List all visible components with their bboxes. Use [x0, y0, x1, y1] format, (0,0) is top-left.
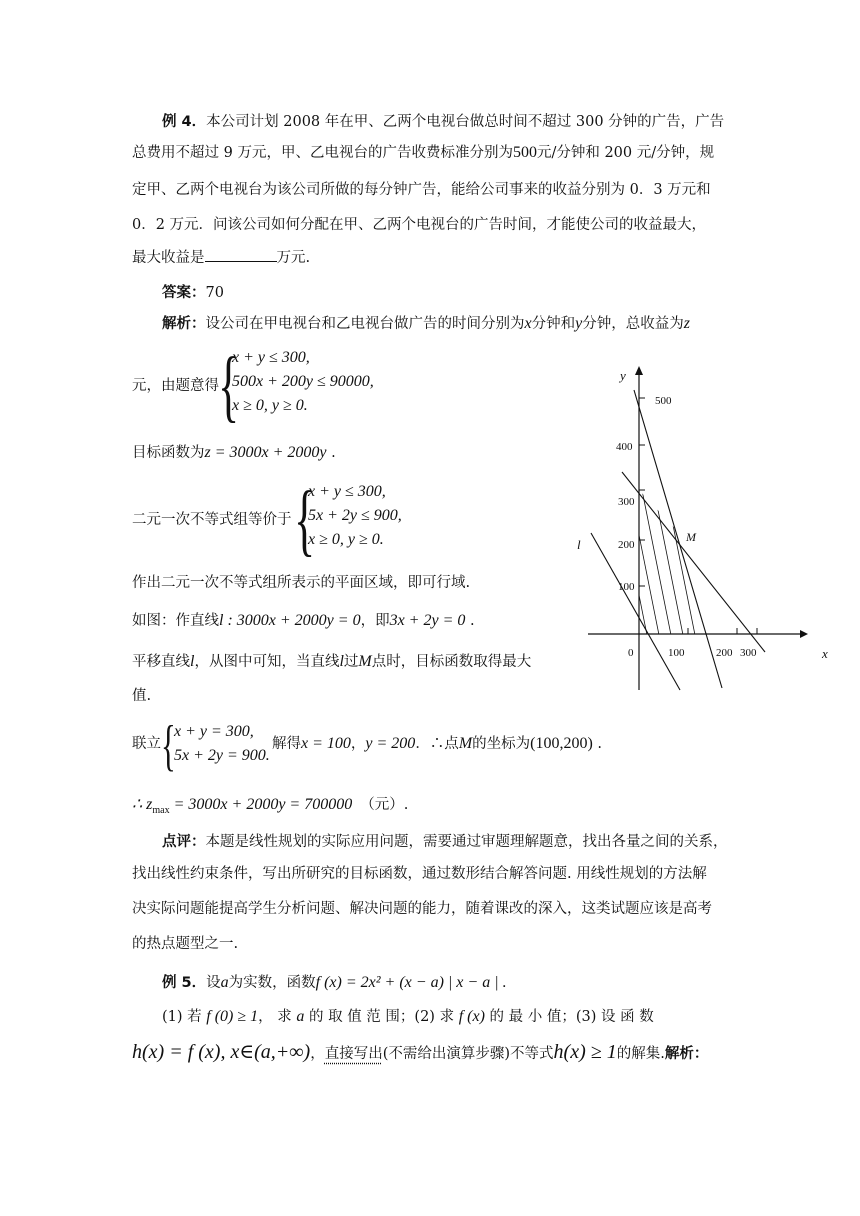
comment-label: 点评：: [162, 834, 206, 850]
x-axis-arrow-icon: [800, 630, 808, 638]
system-3-row-2: 5x + 2y = 900.: [174, 747, 270, 764]
system-1-row-3: x ≥ 0, y ≥ 0.: [232, 397, 308, 414]
answer-line: [162, 283, 224, 303]
zmax-unit: （元）.: [360, 797, 409, 813]
solve-coord-label: 的坐标为: [472, 736, 531, 752]
ex5-q2c: 的 最 小 值；(3) 设 函 数: [489, 1009, 654, 1025]
origin-label: 0: [628, 647, 634, 659]
feasible-region-graph: [560, 355, 840, 700]
zmax-symbol: ∴ z: [132, 796, 153, 813]
system-3-row-1: x + y = 300,: [174, 723, 254, 740]
solve-mid: 解得: [272, 736, 301, 752]
y-tick-100: 100: [618, 581, 635, 593]
ex5-q1a: (1) 若: [162, 1009, 202, 1025]
line-l-mid: ，即: [360, 613, 390, 629]
region-line: 作出二元一次不等式组所表示的平面区域，即可行域.: [132, 575, 471, 591]
objective-prefix: 目标函数为: [132, 445, 205, 461]
comment-line-4: 的热点题型之一.: [132, 936, 239, 952]
ex5-line-1: [162, 973, 507, 993]
ex5-q1b: ， 求: [258, 1009, 292, 1025]
y-tick-200: 200: [618, 539, 635, 551]
system-2-row-1: x + y ≤ 300,: [308, 483, 386, 500]
x-tick-200: 200: [716, 647, 733, 659]
answer-label: 答案：: [162, 285, 206, 301]
analysis-text-1c: 分钟，总收益为: [582, 316, 684, 332]
ex5-label: 例 5．: [162, 975, 207, 991]
line-5x-plus-2y-900: [634, 390, 722, 688]
ex4-label: 例 4．: [162, 114, 207, 130]
ex5-q3a: ，: [310, 1046, 325, 1062]
system-2-row-2: 5x + 2y ≤ 900,: [308, 507, 402, 524]
line-l-label: l: [577, 537, 581, 552]
objective-line: 目标函数为z = 3000x + 2000y .: [132, 444, 336, 461]
var-x: x: [524, 315, 532, 332]
shift-end: 值.: [132, 688, 152, 704]
shift-var-m: M: [358, 653, 372, 670]
system-1-brace: {: [218, 342, 240, 430]
system-3-brace: {: [161, 715, 176, 777]
zmax-equation: = 3000x + 2000y = 700000: [173, 796, 353, 813]
shift-line: [132, 652, 531, 672]
solve-comma: ，: [350, 736, 366, 752]
ex4-line-1: [162, 112, 724, 132]
ex4-price-500: 500: [512, 144, 537, 161]
ex5-q3-dotted: 直接写出: [324, 1046, 383, 1062]
system-3: [174, 720, 270, 768]
solve-result: 解得x = 100，y = 200．∴点M的坐标为(100,200) .: [272, 735, 603, 752]
system-1: [232, 346, 374, 418]
var-y: y: [575, 315, 583, 332]
ex5-q1-cond: f (0) ≥ 1: [206, 1008, 259, 1025]
yuan-prefix: 元，由题意得: [132, 378, 219, 394]
var-z: z: [683, 315, 690, 332]
ex5-line-2: [162, 1007, 654, 1027]
solve-coord: (100,200): [530, 735, 593, 752]
line-l-equation: l : 3000x + 2000y = 0: [219, 612, 361, 629]
comment-text-1: 本题是线性规划的实际应用问题，需要通过审题理解题意，找出各量之间的关系，: [205, 834, 728, 850]
point-m-label: M: [686, 530, 696, 544]
solve-point: ．∴点: [415, 736, 459, 752]
ex4-text-2c: 元/分钟和 200 元/分钟，规: [536, 145, 715, 161]
solve-y: y = 200: [365, 735, 416, 752]
x-tick-300: 300: [740, 647, 757, 659]
y-tick-500: 500: [655, 395, 672, 407]
ex5-q3c: 的解集.: [616, 1046, 665, 1062]
y-tick-300: 300: [618, 496, 635, 508]
shift-d: 点时，目标函数取得最大: [371, 654, 532, 670]
ex4-line-4: 0．2 万元．问该公司如何分配在甲、乙两个电视台的广告时间，才能使公司的收益最大，: [132, 217, 707, 233]
line-l-prefix: 如图：作直线: [132, 613, 219, 629]
ex5-q1c: 的 取 值 范 围；(2) 求: [308, 1009, 455, 1025]
analysis-text-1b: 分钟和: [531, 316, 576, 332]
ex4-text-5b: 万元.: [276, 250, 311, 266]
ex5-q3b: (不需给出演算步骤)不等式: [382, 1046, 554, 1062]
ex5-q3-ineq: h(x) ≥ 1: [553, 1041, 617, 1063]
ex5-line-3: [132, 1042, 708, 1064]
answer-value: 70: [205, 285, 224, 301]
system-2: [308, 480, 402, 552]
x-tick-100: 100: [668, 647, 685, 659]
ex4-line-3: 定甲、乙两个电视台为该公司所做的每分钟广告，能给公司事来的收益分别为 0．3 万元和: [132, 182, 711, 198]
x-axis-label: x: [822, 646, 828, 661]
answer-blank: [205, 247, 277, 262]
system-1-row-2: 500x + 200y ≤ 90000,: [232, 373, 374, 390]
objective-formula: z = 3000x + 2000y: [204, 444, 327, 461]
zmax-sub: max: [152, 804, 170, 816]
line-l-sentence: 如图：作直线l : 3000x + 2000y = 0，即3x + 2y = 0 .: [132, 612, 475, 629]
comment-line-1: [162, 832, 728, 852]
ex5-q3-h: h(x) = f (x), x∈(a,+∞): [132, 1041, 311, 1063]
ex5-q2-f: f (x): [458, 1008, 485, 1025]
solve-var-m: M: [458, 735, 473, 752]
solve-prefix: 联立: [132, 736, 161, 752]
system-2-row-3: x ≥ 0, y ≥ 0.: [308, 531, 384, 548]
shift-c: 过: [343, 654, 359, 670]
ex5-text-1b: 为实数，函数: [228, 975, 316, 991]
analysis-text-1: 设公司在甲电视台和乙电视台做广告的时间分别为: [205, 316, 525, 332]
ex5-var-a: a: [220, 974, 229, 991]
y-tick-400: 400: [616, 441, 633, 453]
ex5-function: f (x) = 2x² + (x − a) | x − a | .: [315, 974, 507, 991]
ex4-text-1: 本公司计划 2008 年在甲、乙两个电视台做总时间不超过 300 分钟的广告，广告: [206, 114, 725, 130]
system-1-row-1: x + y ≤ 300,: [232, 349, 310, 366]
analysis-label: 解析：: [162, 316, 206, 332]
system-2-brace: {: [294, 476, 316, 564]
ex4-text-5a: 最大收益是: [132, 250, 205, 266]
zmax-line: [132, 795, 408, 821]
ex4-text-2a: 总费用不超过 9 万元，甲、乙电视台的广告收费标准分别为: [132, 145, 513, 161]
ex5-text-1a: 设: [206, 975, 221, 991]
y-axis-label: y: [620, 368, 626, 383]
ex5-q3-label: 解析：: [664, 1046, 709, 1062]
shift-var-l: l: [190, 653, 195, 670]
shift-a: 平移直线: [132, 654, 190, 670]
comment-line-3: 决实际问题能提高学生分析问题、解决问题的能力，随着课改的深入，这类试题应该是高考: [132, 901, 712, 917]
analysis-line-1: [162, 314, 690, 334]
comment-line-2: 找出线性约束条件，写出所研究的目标函数，通过数形结合解答问题. 用线性规划的方法解: [132, 866, 707, 882]
y-axis-arrow-icon: [635, 366, 643, 375]
shift-var-l2: l: [339, 653, 344, 670]
shift-b: ，从图中可知，当直线: [194, 654, 340, 670]
ex4-line-5: [132, 247, 310, 268]
solve-x: x = 100: [301, 735, 351, 752]
ex5-q1-var: a: [296, 1008, 305, 1025]
ex4-line-2: [132, 143, 714, 163]
equiv-prefix: 二元一次不等式组等价于: [132, 512, 292, 528]
line-l-equation-2: 3x + 2y = 0: [389, 612, 466, 629]
